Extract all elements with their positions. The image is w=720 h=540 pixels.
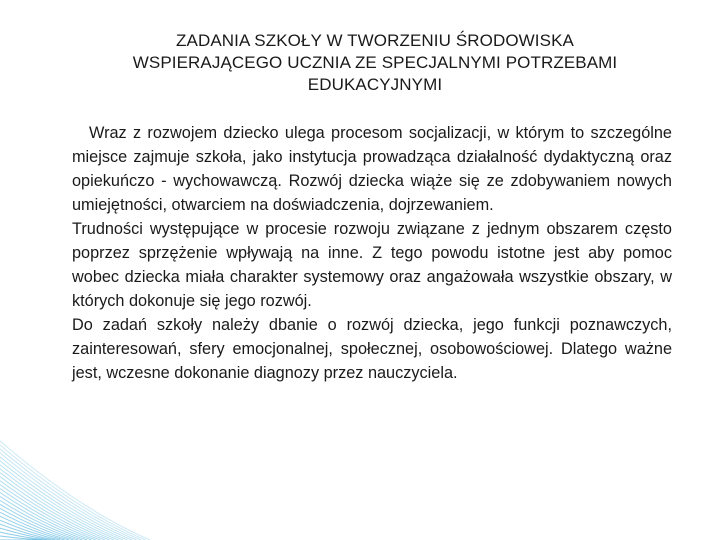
slide-body: [72, 121, 672, 385]
paragraph: Trudności występujące w procesie rozwoju związane z jednym obszarem często poprzez sprzężenie wpływają na inne. Z tego powodu istotne jest aby pomoc wobec dziecka miała charakter systemowy oraz angażowała wszystkie obszary, w których dokonuje się jego rozwój.: [72, 220, 672, 310]
decoration-line: [0, 477, 110, 540]
slide-title: [60, 30, 690, 96]
paragraph: Do zadań szkoły należy dbanie o rozwój dziecka, jego funkcji poznawczych, zainteresowań, sfery emocjonalnej, społecznej, osobowościowej. Dlatego ważne jest, wczesne dokonanie diagnozy przez nauczyciela.: [72, 316, 672, 382]
title-line: ZADANIA SZKOŁY W TWORZENIU ŚRODOWISKA: [176, 31, 574, 50]
title-line: WSPIERAJĄCEGO UCZNIA ZE SPECJALNYMI POTRZEBAMI: [132, 53, 618, 72]
corner-decoration: [0, 430, 150, 540]
title-line: EDUKACYJNYMI: [307, 75, 443, 94]
paragraph: Wraz z rozwojem dziecko ulega procesom socjalizacji, w którym to szczególne miejsce zajmuje szkoła, jako instytucja prowadząca działalność dydaktyczną oraz opiekuńczo - wychowawczą. Rozwój dziecka wiąże się ze zdobywaniem nowych umiejętności, otwarciem na doświadczenia, dojrzewaniem.: [72, 124, 672, 214]
